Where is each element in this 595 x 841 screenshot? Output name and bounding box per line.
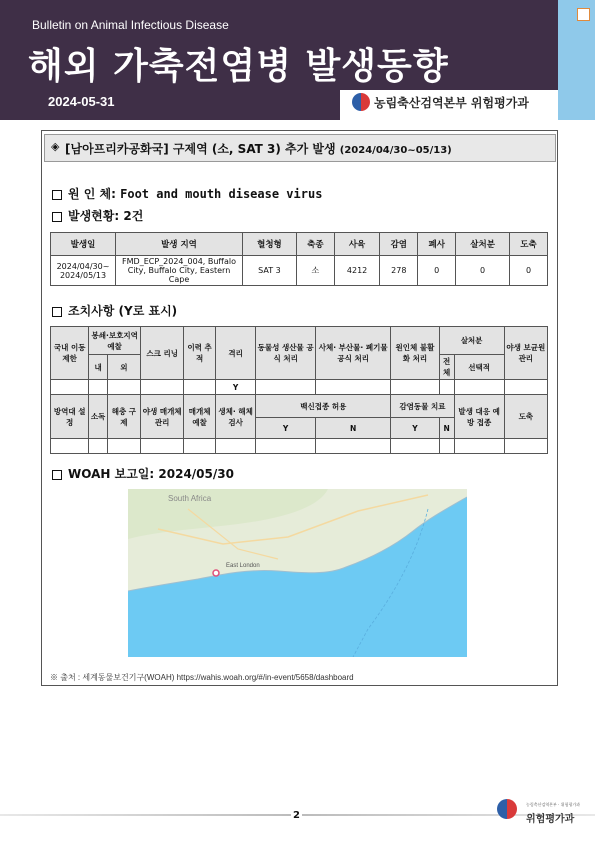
- h-cull: 살처분: [439, 327, 504, 355]
- h-zone-out: 외: [107, 355, 140, 380]
- woah-label: WOAH 보고일:: [68, 467, 155, 481]
- h-domestic: 국내 이동 제한: [51, 327, 89, 380]
- col-slaughtered: 도축: [510, 233, 548, 256]
- col-region: 발생 지역: [116, 233, 243, 256]
- checkbox-square-icon: [52, 307, 62, 317]
- h-inactivation: 원인체 불활화 처리: [391, 327, 439, 380]
- col-date: 발생일: [51, 233, 116, 256]
- cell-date: 2024/04/30~ 2024/05/13: [51, 256, 116, 286]
- cell-infected: 278: [380, 256, 418, 286]
- status-value: 2건: [123, 209, 144, 223]
- section-heading: [44, 134, 556, 162]
- outbreak-table: [50, 232, 548, 286]
- h-vacc-y: Y: [256, 418, 316, 439]
- h-zone: 봉쇄·보호지역 예찰: [89, 327, 141, 355]
- h-treat-y: Y: [391, 418, 439, 439]
- h-official-disposal: 동물성 생산물 공식 처리: [256, 327, 316, 380]
- h-trace: 이력 추적: [184, 327, 216, 380]
- section-title: [65, 140, 452, 157]
- col-culled: 살처분: [456, 233, 510, 256]
- cell-culled: 0: [456, 256, 510, 286]
- right-margin: [558, 120, 595, 841]
- section-period: (2024/04/30~05/13): [339, 145, 452, 156]
- table-row: [51, 439, 548, 454]
- h-post-vacc: 발생 대응 예방 접종: [454, 395, 504, 439]
- h-vacc-n: N: [316, 418, 391, 439]
- h-wildlife: 야생 보균원 관리: [504, 327, 547, 380]
- measures-header-row-3: [51, 395, 548, 418]
- map-city-label: East London: [226, 563, 260, 569]
- h-vaccination: 백신접종 허용: [256, 395, 391, 418]
- bulletin-subtitle: Bulletin on Animal Infectious Disease: [32, 18, 229, 32]
- table-row: [51, 256, 548, 286]
- table-header-row: [51, 233, 548, 256]
- h-cull-all: 전체: [439, 355, 454, 380]
- status-label: 발생현황:: [68, 209, 120, 223]
- cell-species: 소: [296, 256, 334, 286]
- h-screening: 스크 리닝: [141, 327, 184, 380]
- h-pest: 해충 구제: [107, 395, 140, 439]
- measures-header-row-1: [51, 327, 548, 355]
- footer-logo-icon: [497, 799, 517, 819]
- v-quarantine: Y: [215, 380, 255, 395]
- measures-line: [52, 302, 177, 319]
- h-barrier: 방역대 설정: [51, 395, 89, 439]
- col-raised: 사육: [334, 233, 380, 256]
- map-region-label: South Africa: [168, 494, 212, 503]
- h-treatment: 감염동물 치료: [391, 395, 454, 418]
- h-slaughter: 도축: [504, 395, 547, 439]
- source-note: ※ 출처 : 세계동물보건기구(WOAH) https://wahis.woah.org/#/in-event/5658/dashboard: [50, 673, 354, 682]
- woah-line: [52, 465, 234, 482]
- cell-died: 0: [418, 256, 456, 286]
- outbreak-map: [128, 489, 467, 657]
- pathogen-line: [52, 185, 322, 202]
- pathogen-value: Foot and mouth disease virus: [120, 187, 323, 201]
- corner-box: [577, 8, 590, 21]
- h-vector-surv: 매개체 예찰: [184, 395, 216, 439]
- footer-department: 위험평가과: [526, 814, 575, 825]
- cell-serotype: SAT 3: [243, 256, 297, 286]
- h-carcass: 사체· 부산물· 폐기물 공식 처리: [316, 327, 391, 380]
- h-cull-selective: 선택적: [454, 355, 504, 380]
- cell-slaughtered: 0: [510, 256, 548, 286]
- measures-table: [50, 326, 548, 454]
- h-zone-in: 내: [89, 355, 107, 380]
- footer-agency-small: 농림축산검역본부 · 위험평가과: [526, 802, 581, 807]
- agency-logo-icon: [352, 93, 370, 111]
- cell-region: FMD_ECP_2024_004, Buffalo City, Buffalo City, Eastern Cape: [116, 256, 243, 286]
- col-infected: 감염: [380, 233, 418, 256]
- measures-title: 조치사항 (Y로 표시): [68, 304, 178, 318]
- diamond-icon: ◈: [51, 140, 60, 153]
- status-line: [52, 207, 143, 224]
- h-treat-n: N: [439, 418, 454, 439]
- col-died: 폐사: [418, 233, 456, 256]
- h-quarantine: 격리: [215, 327, 255, 380]
- outbreak-marker: [213, 570, 219, 576]
- map-graphic: [128, 489, 467, 657]
- pathogen-label: 원 인 체:: [68, 187, 116, 201]
- col-species: 축종: [296, 233, 334, 256]
- bulletin-title: 해외 가축전염병 발생동향: [28, 46, 449, 87]
- cell-raised: 4212: [334, 256, 380, 286]
- h-ante-post: 생체· 해체 검사: [215, 395, 255, 439]
- bulletin-date: 2024-05-31: [48, 94, 115, 109]
- h-disinfect: 소독: [89, 395, 107, 439]
- page-number: 2: [293, 810, 300, 821]
- checkbox-square-icon: [52, 190, 62, 200]
- checkbox-square-icon: [52, 212, 62, 222]
- section-event: 구제역 (소, SAT 3) 추가 발생: [172, 142, 336, 156]
- section-country: [남아프리카공화국]: [65, 142, 169, 156]
- woah-date: 2024/05/30: [158, 467, 234, 481]
- col-serotype: 혈청형: [243, 233, 297, 256]
- checkbox-square-icon: [52, 470, 62, 480]
- agency-label: [352, 93, 529, 111]
- h-wild-vector: 야생 매개체 관리: [141, 395, 184, 439]
- agency-name: 농림축산검역본부 위험평가과: [374, 95, 529, 110]
- table-row: [51, 380, 548, 395]
